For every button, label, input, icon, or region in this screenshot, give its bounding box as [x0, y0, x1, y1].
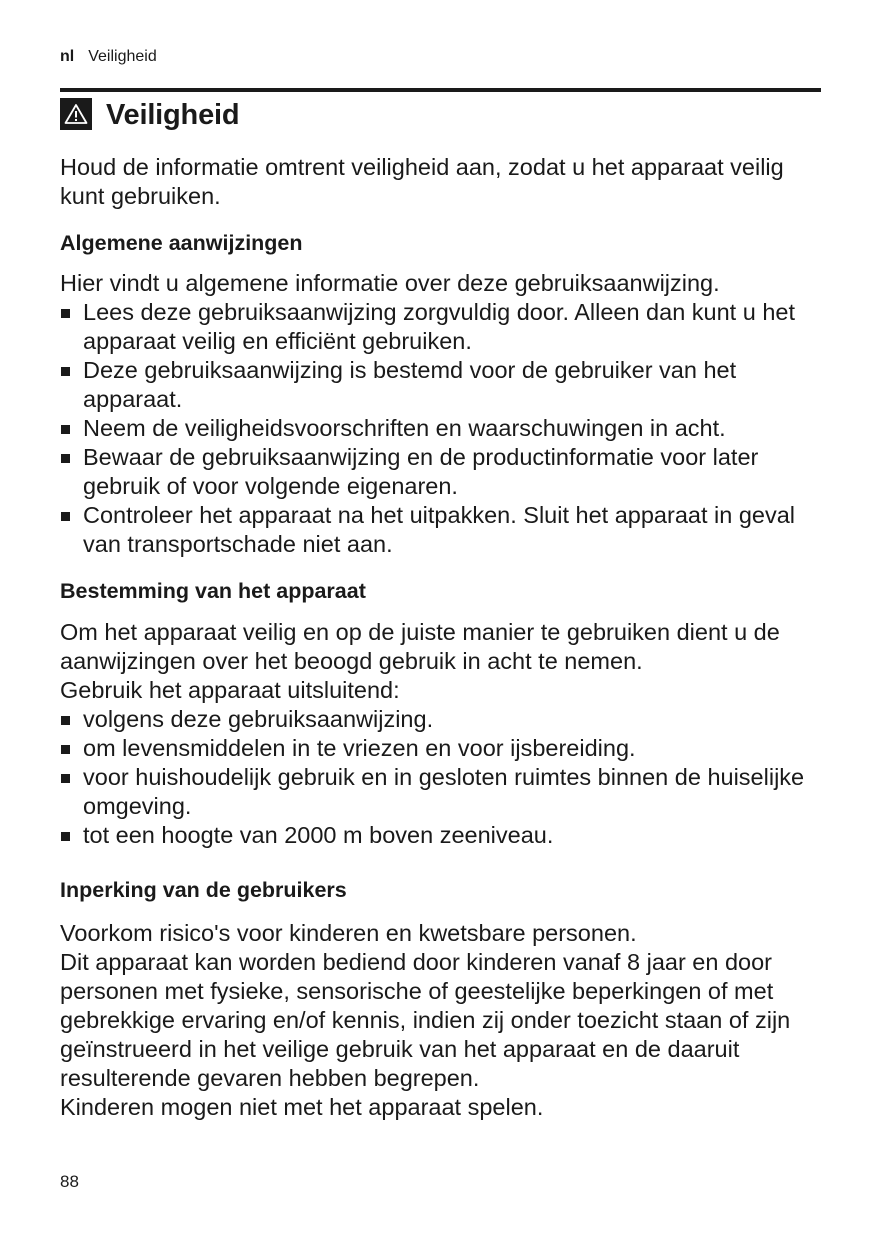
list-item: tot een hoogte van 2000 m boven zeeniveau. [60, 821, 825, 850]
users-line-1: Voorkom risico's voor kinderen en kwetsbare personen. [60, 920, 637, 946]
purpose-heading: Bestemming van het apparaat [60, 579, 366, 603]
list-item: Bewaar de gebruiksaanwijzing en de productinformatie voor later gebruik of voor volgende eigenaren. [60, 443, 825, 501]
purpose-lead-2: Gebruik het apparaat uitsluitend: [60, 677, 400, 703]
list-item: voor huishoudelijk gebruik en in gesloten ruimtes binnen de huiselijke omgeving. [60, 763, 825, 821]
list-item: Lees deze gebruiksaanwijzing zorgvuldig door. Alleen dan kunt u het apparaat veilig en efficiënt gebruiken. [60, 298, 825, 356]
running-head [60, 47, 157, 67]
list-item: Neem de veiligheidsvoorschriften en waarschuwingen in acht. [60, 414, 825, 443]
language-code: nl [60, 48, 75, 65]
list-item: Controleer het apparaat na het uitpakken. Sluit het apparaat in geval van transportschade niet aan. [60, 501, 825, 559]
list-item: om levensmiddelen in te vriezen en voor ijsbereiding. [60, 734, 825, 763]
intro-text: Houd de informatie omtrent veiligheid aan, zodat u het apparaat veilig kunt gebruiken. [60, 154, 784, 209]
users-paragraph: Dit apparaat kan worden bediend door kinderen vanaf 8 jaar en door personen met fysieke, sensorische of geestelijke beperkingen of met gebrekkige ervaring en/of kennis, indien zij onder toezicht staan of zijn geïnstrueerd in het veilige gebruik van het apparaat en de daaruit resulterende gevaren hebben begrepen. [60, 949, 791, 1091]
purpose-list [60, 705, 825, 850]
general-list [60, 298, 825, 559]
page-number: 88 [60, 1172, 79, 1191]
warning-triangle-icon [60, 98, 92, 130]
purpose-lead: Om het apparaat veilig en op de juiste manier te gebruiken dient u de aanwijzingen over het beoogd gebruik in acht te nemen. [60, 619, 780, 674]
page-title: Veiligheid [106, 98, 240, 131]
users-line-3: Kinderen mogen niet met het apparaat spelen. [60, 1094, 544, 1120]
section-heading [60, 92, 239, 138]
running-head-section: Veiligheid [88, 48, 157, 65]
main-content [60, 153, 825, 1122]
list-item: Deze gebruiksaanwijzing is bestemd voor de gebruiker van het apparaat. [60, 356, 825, 414]
users-heading: Inperking van de gebruikers [60, 878, 347, 902]
list-item: volgens deze gebruiksaanwijzing. [60, 705, 825, 734]
general-lead: Hier vindt u algemene informatie over deze gebruiksaanwijzing. [60, 270, 720, 296]
general-heading: Algemene aanwijzingen [60, 231, 303, 255]
